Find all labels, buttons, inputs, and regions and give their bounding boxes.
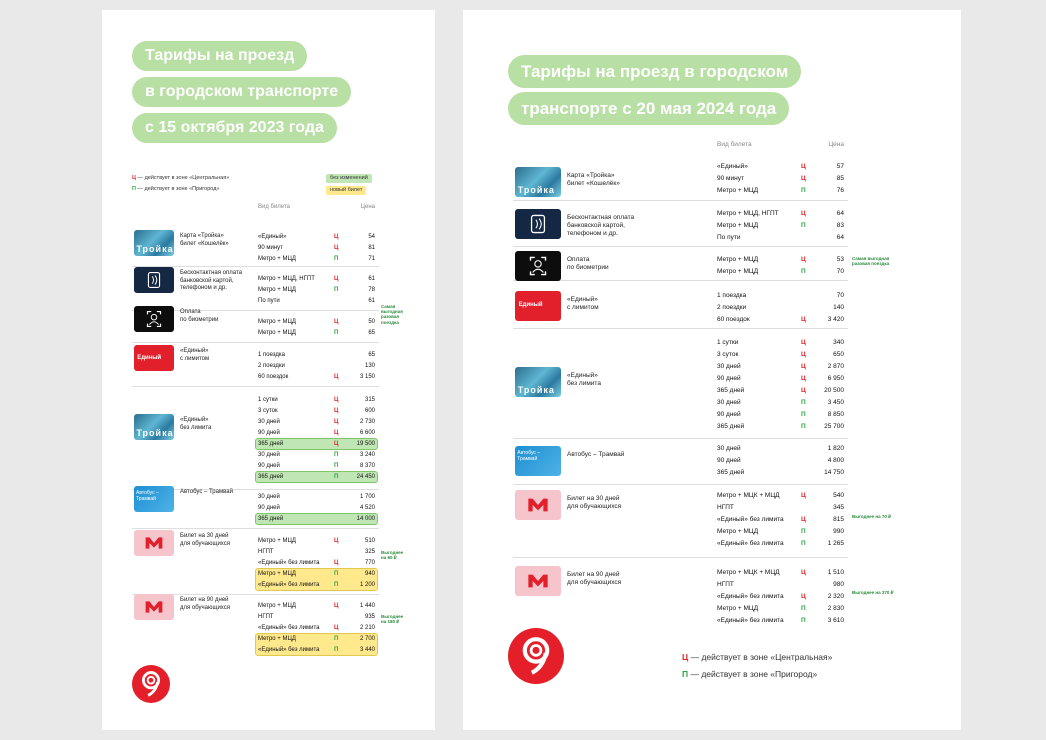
zone-mark: Ц (801, 593, 806, 600)
zone-mark: Ц (334, 430, 339, 436)
ticket-card-image (134, 345, 174, 371)
zone-mark: Ц (334, 319, 339, 325)
price: 130 (364, 363, 375, 369)
ticket-type: По пути (717, 234, 741, 241)
ticket-type: 30 дней (258, 419, 280, 425)
price: 3 610 (827, 617, 844, 624)
tariff-row (463, 337, 961, 349)
price: 78 (368, 287, 375, 293)
zone-mark: Ц (334, 245, 339, 251)
legend-item (132, 175, 229, 181)
price: 3 450 (827, 399, 844, 406)
face-id-icon (515, 251, 561, 281)
ticket-type: Метро + МЦК + МЦД (717, 569, 780, 576)
divider (513, 438, 848, 439)
tariff-row (102, 514, 435, 525)
price: 2 700 (359, 636, 375, 642)
card-label: Тройка (136, 243, 174, 254)
divider (513, 328, 848, 329)
ticket-type: 30 дней (717, 445, 741, 452)
metro-logo-icon (132, 665, 170, 703)
legend-text: — действует в зоне «Центральная» (688, 652, 833, 662)
price: 2 320 (827, 593, 844, 600)
price: 70 (836, 268, 844, 275)
tariff-row (102, 439, 435, 450)
ticket-type: «Единый» (258, 234, 287, 240)
zone-mark: Ц (334, 374, 339, 380)
card-description: Карта «Тройка» билет «Кошелёк» (180, 233, 229, 247)
tariff-row (102, 372, 435, 383)
price: 64 (836, 234, 844, 241)
tariff-row (102, 634, 435, 645)
ticket-type: «Единый» без лимита (717, 593, 784, 600)
tariff-row (463, 538, 961, 550)
zone-mark: Ц (801, 492, 806, 499)
ticket-type: 90 дней (258, 463, 280, 469)
ticket-type: «Единый» без лимита (258, 560, 320, 566)
ticket-card-image (134, 486, 174, 512)
zone-mark: П (334, 636, 339, 642)
zone-mark: П (801, 423, 806, 430)
ticket-type: Метро + МЦД (258, 538, 296, 544)
tariff-row (102, 472, 435, 483)
tariff-row (463, 526, 961, 538)
price: 1 820 (827, 445, 844, 452)
ticket-type: «Единый» без лимита (258, 625, 320, 631)
tariff-row (102, 461, 435, 472)
tariff-row (102, 569, 435, 580)
price: 340 (833, 339, 844, 346)
price: 25 700 (824, 423, 844, 430)
tariff-row (102, 395, 435, 406)
card-label: Тройка (517, 384, 555, 395)
metro-logo (132, 665, 170, 703)
zone-mark: П (801, 399, 806, 406)
price: 980 (833, 581, 844, 588)
ticket-type: 365 дней (258, 516, 284, 522)
card-label: Автобус – Трамвай (136, 489, 159, 502)
card-description: Автобус – Трамвай (567, 451, 625, 458)
poster-2023 (102, 10, 435, 730)
card-description: Оплата по биометрии (180, 309, 219, 323)
price: 540 (833, 492, 844, 499)
zone-mark: П (801, 187, 806, 194)
zone-mark: П (334, 256, 339, 262)
ticket-type: Метро + МЦД (717, 528, 759, 535)
title-line: Тарифы на проезд (132, 41, 307, 71)
price: 20 500 (824, 387, 844, 394)
ticket-type: Метро + МЦД (258, 636, 296, 642)
price: 53 (836, 256, 844, 263)
zone-mark: Ц (801, 569, 806, 576)
zone-mark: Ц (801, 210, 806, 217)
ticket-type: Метро + МЦД (717, 605, 759, 612)
badge-new: новый билет (326, 186, 366, 195)
ticket-type: «Единый» без лимита (717, 617, 784, 624)
zone-mark: Ц (801, 351, 806, 358)
tariff-row (102, 450, 435, 461)
ticket-card-image (515, 367, 561, 397)
divider (513, 484, 848, 485)
zone-mark: Ц (801, 316, 806, 323)
price: 1 200 (359, 582, 375, 588)
ticket-card-image (515, 446, 561, 476)
ticket-type: 30 дней (717, 399, 741, 406)
price: 6 600 (359, 430, 375, 436)
zone-mark: П (801, 222, 806, 229)
price: 81 (368, 245, 375, 251)
price: 4 800 (827, 457, 844, 464)
price: 71 (368, 256, 375, 262)
ticket-type: 3 суток (258, 408, 278, 414)
price: 315 (364, 397, 375, 403)
zone-mark: Ц (801, 339, 806, 346)
card-description: «Единый» без лимита (180, 417, 212, 431)
ticket-type: Метро + МЦД (717, 256, 759, 263)
ticket-type: 90 дней (258, 430, 280, 436)
ticket-type: 3 суток (717, 351, 739, 358)
price: 2 870 (827, 363, 844, 370)
ticket-card-image (515, 566, 561, 596)
metro-m-icon (515, 490, 561, 520)
legend-zone: Ц (682, 652, 689, 662)
tariff-row (102, 580, 435, 591)
legend-zone: П (682, 669, 689, 679)
divider (132, 386, 379, 387)
face-id-icon (134, 306, 174, 332)
price: 6 950 (827, 375, 844, 382)
ticket-type: Метро + МЦД, НГПТ (717, 210, 779, 217)
tariff-row (102, 623, 435, 634)
zone-mark: П (334, 474, 339, 480)
tariff-row (463, 603, 961, 615)
price: 4 520 (359, 505, 375, 511)
ticket-type: 90 дней (717, 375, 741, 382)
price: 345 (833, 504, 844, 511)
zone-mark: Ц (334, 560, 339, 566)
ticket-type: НГПТ (258, 614, 274, 620)
price: 3 420 (827, 316, 844, 323)
divider (132, 528, 379, 529)
zone-mark: П (801, 268, 806, 275)
card-description: Оплата по биометрии (567, 256, 609, 272)
ticket-type: Метро + МЦД (258, 330, 296, 336)
ticket-card-image (134, 594, 174, 620)
price: 325 (364, 549, 375, 555)
price: 140 (833, 304, 844, 311)
ticket-type: 2 поездки (717, 304, 747, 311)
ticket-type: «Единый» без лимита (258, 647, 320, 653)
ticket-type: 365 дней (717, 469, 745, 476)
ticket-type: Метро + МЦК + МЦД (717, 492, 780, 499)
metro-logo (508, 628, 564, 684)
ticket-type: 30 дней (258, 452, 280, 458)
savings-note: Выгоднее на 370 ₽ (852, 590, 894, 595)
price: 935 (364, 614, 375, 620)
column-header-type: Вид билета (717, 141, 752, 148)
savings-note: Самая выгодная разовая поездка (381, 304, 403, 325)
ticket-type: Метро + МЦД (258, 287, 296, 293)
divider (513, 246, 848, 247)
zone-mark: П (334, 463, 339, 469)
metro-logo-icon (508, 628, 564, 684)
metro-m-icon (134, 594, 174, 620)
price: 770 (364, 560, 375, 566)
price: 3 240 (359, 452, 375, 458)
ticket-type: 90 дней (258, 505, 280, 511)
ticket-type: Метро + МЦД (258, 571, 296, 577)
zone-mark: Ц (334, 397, 339, 403)
price: 65 (368, 330, 375, 336)
price: 940 (364, 571, 375, 577)
zone-mark: Ц (334, 419, 339, 425)
ticket-type: Метро + МЦД (258, 319, 296, 325)
price: 1 700 (359, 494, 375, 500)
ticket-type: 90 дней (717, 411, 741, 418)
ticket-card-image (134, 306, 174, 332)
price: 3 440 (359, 647, 375, 653)
price: 24 450 (356, 474, 375, 480)
ticket-type: 365 дней (258, 441, 284, 447)
ticket-type: 1 поездка (258, 352, 286, 358)
price: 1 440 (359, 603, 375, 609)
ticket-type: 30 дней (258, 494, 280, 500)
zone-mark: Ц (801, 175, 806, 182)
divider (513, 557, 848, 558)
card-description: Билет на 30 дней для обучающихся (567, 495, 622, 511)
zone-mark: Ц (334, 603, 339, 609)
zone-mark: Ц (801, 387, 806, 394)
zone-mark: Ц (334, 234, 339, 240)
price: 2 830 (827, 605, 844, 612)
card-description: Карта «Тройка» билет «Кошелёк» (567, 172, 620, 188)
card-description: Билет на 90 дней для обучающихся (567, 571, 622, 587)
ticket-type: 60 поездок (258, 374, 289, 380)
divider (513, 280, 848, 281)
ticket-type: Метро + МЦД (717, 222, 759, 229)
price: 61 (368, 276, 375, 282)
ticket-type: 90 дней (717, 457, 741, 464)
price: 600 (364, 408, 375, 414)
card-description: Бесконтактная оплата банковской картой, телефоном и др. (180, 270, 242, 291)
tariff-row (463, 409, 961, 421)
price: 14 000 (356, 516, 375, 522)
ticket-card-image (515, 490, 561, 520)
poster-2024 (463, 10, 961, 730)
contactless-icon (515, 209, 561, 239)
ticket-type: 90 минут (717, 175, 744, 182)
price: 65 (368, 352, 375, 358)
ticket-type: 1 сутки (258, 397, 278, 403)
price: 54 (368, 234, 375, 240)
price: 61 (368, 298, 375, 304)
savings-note: Выгоднее на 70 ₽ (852, 514, 892, 519)
price: 8 370 (359, 463, 375, 469)
price: 64 (836, 210, 844, 217)
title-line: в городском транспорте (132, 77, 351, 107)
zone-mark: Ц (801, 256, 806, 263)
zone-mark: П (334, 582, 339, 588)
card-label: Автобус – Трамвай (517, 450, 541, 463)
card-description: «Единый» с лимитом (567, 296, 599, 312)
price: 70 (836, 292, 844, 299)
ticket-type: 60 поездок (717, 316, 750, 323)
zone-mark: Ц (801, 363, 806, 370)
price: 815 (833, 516, 844, 523)
zone-mark: П (801, 617, 806, 624)
ticket-type: 90 минут (258, 245, 283, 251)
card-label: Тройка (136, 427, 174, 438)
legend-zone: Ц (132, 175, 137, 181)
price: 76 (836, 187, 844, 194)
ticket-type: «Единый» без лимита (717, 516, 784, 523)
ticket-type: НГПТ (717, 504, 734, 511)
price: 8 850 (827, 411, 844, 418)
savings-note: Выгоднее на 180 ₽ (381, 614, 404, 625)
legend-text: — действует в зоне «Пригород» (135, 186, 220, 192)
legend-item (682, 652, 832, 662)
price: 3 150 (359, 374, 375, 380)
price: 19 500 (356, 441, 375, 447)
zone-mark: Ц (334, 408, 339, 414)
ticket-card-image (515, 167, 561, 197)
column-header-type: Вид билета (258, 204, 290, 210)
zone-mark: П (801, 528, 806, 535)
ticket-type: 365 дней (717, 387, 745, 394)
ticket-type: 1 поездка (717, 292, 747, 299)
metro-m-icon (515, 566, 561, 596)
ticket-type: «Единый» без лимита (717, 540, 784, 547)
divider (132, 342, 379, 343)
ticket-type: Метро + МЦД (258, 256, 296, 262)
contactless-icon (134, 267, 174, 293)
tariff-row (463, 615, 961, 627)
tariff-row (463, 397, 961, 409)
zone-mark: П (801, 540, 806, 547)
ticket-card-image (515, 251, 561, 281)
savings-note: Самая выгодная разовая поездка (852, 256, 890, 267)
ticket-card-image (515, 291, 561, 321)
price: 57 (836, 163, 844, 170)
price: 510 (364, 538, 375, 544)
column-header-price: Цена (360, 204, 375, 210)
tariff-row (102, 645, 435, 656)
ticket-card-image (515, 209, 561, 239)
zone-mark: П (334, 452, 339, 458)
card-description: Автобус – Трамвай (180, 489, 233, 495)
title-line: Тарифы на проезд в городском (508, 55, 801, 88)
zone-mark: П (334, 330, 339, 336)
tariff-row (463, 349, 961, 361)
zone-mark: Ц (801, 516, 806, 523)
zone-mark: П (334, 287, 339, 293)
ticket-type: «Единый» без лимита (258, 582, 320, 588)
title-line: транспорте с 20 мая 2024 года (508, 92, 789, 125)
column-header-price: Цена (828, 141, 844, 148)
legend-text: — действует в зоне «Центральная» (136, 175, 230, 181)
ticket-card-image (134, 267, 174, 293)
card-label: Тройка (517, 184, 555, 195)
card-description: Билет на 30 дней для обучающихся (180, 533, 230, 547)
price: 2 730 (359, 419, 375, 425)
zone-mark: Ц (801, 163, 806, 170)
zone-mark: Ц (334, 441, 339, 447)
ticket-type: Метро + МЦД, НГПТ (258, 276, 315, 282)
ticket-type: 365 дней (258, 474, 284, 480)
divider (513, 200, 848, 201)
title-line: с 15 октября 2023 года (132, 113, 337, 143)
ticket-card-image (134, 230, 174, 256)
zone-mark: П (334, 571, 339, 577)
price: 2 210 (359, 625, 375, 631)
ticket-type: НГПТ (258, 549, 274, 555)
card-description: «Единый» с лимитом (180, 348, 210, 362)
zone-mark: Ц (801, 375, 806, 382)
price: 650 (833, 351, 844, 358)
ticket-type: 30 дней (717, 363, 741, 370)
card-description: Бесконтактная оплата банковской картой, телефоном и др. (567, 214, 635, 238)
zone-mark: Ц (334, 538, 339, 544)
card-description: «Единый» без лимита (567, 372, 601, 388)
ticket-type: Метро + МЦД (258, 603, 296, 609)
ticket-type: 365 дней (717, 423, 745, 430)
ticket-type: 1 сутки (717, 339, 739, 346)
price: 85 (836, 175, 844, 182)
tariff-row (463, 421, 961, 433)
price: 83 (836, 222, 844, 229)
legend-item (682, 669, 817, 679)
zone-mark: П (801, 605, 806, 612)
ticket-type: По пути (258, 298, 280, 304)
price: 1 510 (827, 569, 844, 576)
zone-mark: П (801, 411, 806, 418)
badge-unchanged: без изменений (326, 174, 372, 183)
ticket-card-image (134, 530, 174, 556)
savings-note: Выгоднее на 60 ₽ (381, 550, 404, 561)
card-label: Единый (518, 302, 543, 309)
ticket-card-image (134, 414, 174, 440)
ticket-type: 2 поездки (258, 363, 285, 369)
ticket-type: Метро + МЦД (717, 187, 759, 194)
card-label: Единый (137, 354, 162, 361)
legend-item (132, 186, 219, 192)
legend-text: — действует в зоне «Пригород» (688, 669, 818, 679)
price: 1 265 (827, 540, 844, 547)
card-description: Билет на 90 дней для обучающихся (180, 597, 230, 611)
ticket-type: «Единый» (717, 163, 748, 170)
ticket-type: Метро + МЦД (717, 268, 759, 275)
price: 50 (368, 319, 375, 325)
zone-mark: Ц (334, 625, 339, 631)
price: 990 (833, 528, 844, 535)
ticket-type: НГПТ (717, 581, 734, 588)
metro-m-icon (134, 530, 174, 556)
legend-zone: П (132, 186, 136, 192)
zone-mark: П (334, 647, 339, 653)
zone-mark: Ц (334, 276, 339, 282)
price: 14 750 (824, 469, 844, 476)
